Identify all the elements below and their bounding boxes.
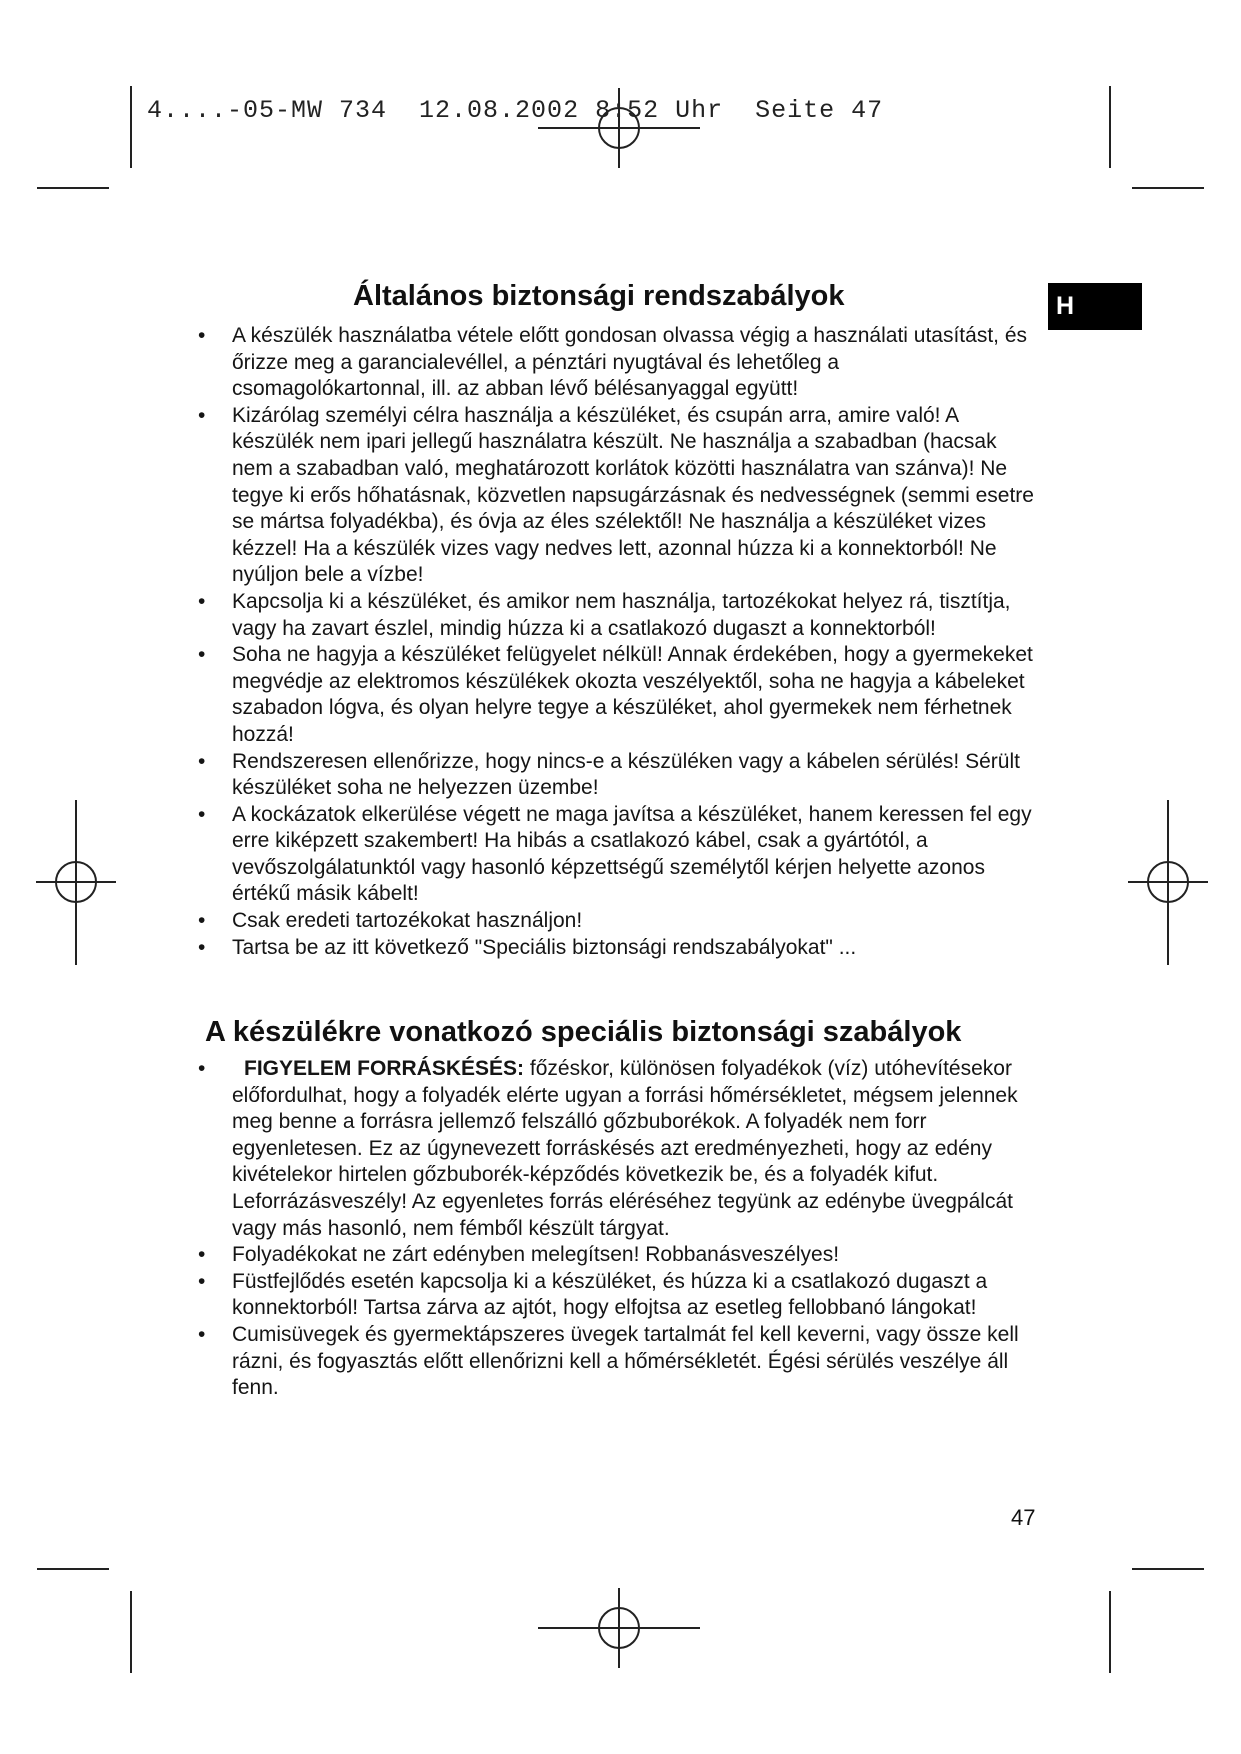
crop-mark-top-left-v [130,86,132,168]
crop-mark-top-right-h [1132,187,1204,189]
bullet: • [198,643,206,667]
crop-mark-top-right-v [1109,86,1111,168]
crop-mark-bottom-right-v [1109,1591,1111,1673]
list-item-text: Kizárólag személyi célra használja a készüléket, és csupán arra, amire való! A készülék nem ipari jellegű használatra készült. Ne használja a szabadban (hacsak nem a szabadban való, meghatározott korlátok közötti használatra van szánva)! Ne tegye ki erős hőhatásnak, közvetlen napsugárzásnak és nedvességnek (semmi esetre se mártsa folyadékba), és óvja az éles szélektől! Ne használja a készüléket vizes kézzel! Ha a készülék vizes vagy nedves lett, azonnal húzza ki a konnektorból! Ne nyúljon bele a vízbe! [232,403,1034,587]
list-item [198,1269,1038,1322]
crop-mark-top-left-h [37,187,109,189]
list-item-warning [198,1056,1038,1242]
list-item-text: Cumisüvegek és gyermektápszeres üvegek tartalmát fel kell keverni, vagy össze kell rázni, és fogyasztás előtt ellenőrizni kell a hőmérsékletét. Égési sérülés veszélye áll fenn. [232,1322,1019,1400]
list-item [198,802,1038,908]
bullet: • [198,1243,206,1267]
list-item-text: Csak eredeti tartozékokat használjon! [232,909,583,933]
list-item [198,403,1038,589]
bullet: • [198,1057,206,1080]
section-title-special-safety: A készülékre vonatkozó speciális biztonsági szabályok [205,1016,962,1048]
list-item [198,1242,1038,1269]
list-item [198,589,1038,642]
special-safety-list [198,1056,1038,1402]
list-item [198,323,1038,403]
registration-mark-left [36,800,116,965]
bullet: • [198,1322,206,1346]
list-item [198,1322,1038,1402]
list-item-text: Kapcsolja ki a készüléket, és amikor nem használja, tartozékokat helyez rá, tisztítja, vagy ha zavart észlel, mindig húzza ki a csatlakozó dugaszt a konnektorból! [232,589,1011,640]
page-number: 47 [1011,1505,1036,1530]
bullet: • [198,749,206,773]
list-item [198,908,1038,935]
list-item-text: Rendszeresen ellenőrizze, hogy nincs-e a készüléken vagy a kábelen sérülés! Sérült készüléket soha ne helyezzen üzembe! [232,749,1020,800]
list-item [198,935,1038,962]
list-item-text: A készülék használatba vétele előtt gondosan olvassa végig a használati utasítást, és őrizze meg a garancialevéllel, a pénztári nyugtával és lehetőleg a csomagolókartonnal, ill. az abban lévő bélésanyaggal együtt! [232,324,1028,401]
bullet: • [198,1269,206,1293]
bullet: • [198,403,206,427]
crop-mark-bottom-left-h [37,1568,109,1570]
list-item-text: Soha ne hagyja a készüléket felügyelet nélkül! Annak érdekében, hogy a gyermekeket megvédje az elektromos készülékek okozta veszélyektől, soha ne hagyja a kábeleket szabadon lógva, és olyan helyre tegye a készüléket, ahol gyermekek nem férhetnek hozzá! [232,643,1033,746]
registration-mark-right [1128,800,1208,965]
warning-label: FIGYELEM FORRÁSKÉSÉS: [244,1057,525,1080]
list-item-text: Tartsa be az itt következő "Speciális biztonsági rendszabályokat" ... [232,935,857,959]
bullet: • [198,589,206,613]
bullet: • [198,802,206,826]
crop-mark-bottom-right-h [1132,1568,1204,1570]
print-header: 4....-05-MW 734 12.08.2002 8:52 Uhr Seite 47 [147,96,884,125]
bullet: • [198,935,206,959]
list-item-text [232,1056,1038,1242]
list-item [198,749,1038,802]
list-item-text: A kockázatok elkerülése végett ne maga javítsa a készüléket, hanem keressen fel egy erre kiképzett szakembert! Ha hibás a csatlakozó kábel, csak a gyártótól, a vevőszolgálatunktól vagy hasonló képzettségű személytől kérjen helyette azonos értékű másik kábelt! [232,802,1032,906]
registration-mark-bottom [538,1588,700,1668]
registration-mark-top [538,88,700,168]
bullet: • [198,324,206,347]
bullet: • [198,909,206,933]
language-tab: H [1048,283,1142,330]
warning-text: főzéskor, különösen folyadékok (víz) utóhevítésekor előfordulhat, hogy a folyadék elérte ugyan a forrási hőmérsékletet, mégsem jelennek meg benne a forrásra jellemző felszálló gőzbuborékok. A folyadék nem forr egyenletesen. Ez az úgynevezett forráskésés azt eredményezheti, hogy az edény kivételekor hirtelen gőzbuborék-képződés következik be, és a folyadék kifut. Leforrázásveszély! Az egyenletes forrás eléréséhez tegyünk az edénybe üvegpálcát vagy más hasonló, nem fémből készült tárgyat. [232,1057,1018,1240]
general-safety-list [198,323,1038,961]
section-title-general-safety: Általános biztonsági rendszabályok [353,280,845,312]
list-item-text: Folyadékokat ne zárt edényben melegítsen! Robbanásveszélyes! [232,1243,840,1267]
list-item [198,642,1038,748]
list-item-text: Füstfejlődés esetén kapcsolja ki a készüléket, és húzza ki a csatlakozó dugaszt a konnektorból! Tartsa zárva az ajtót, hogy elfojtsa az esetleg fellobbanó lángokat! [232,1269,988,1320]
crop-mark-bottom-left-v [130,1591,132,1673]
